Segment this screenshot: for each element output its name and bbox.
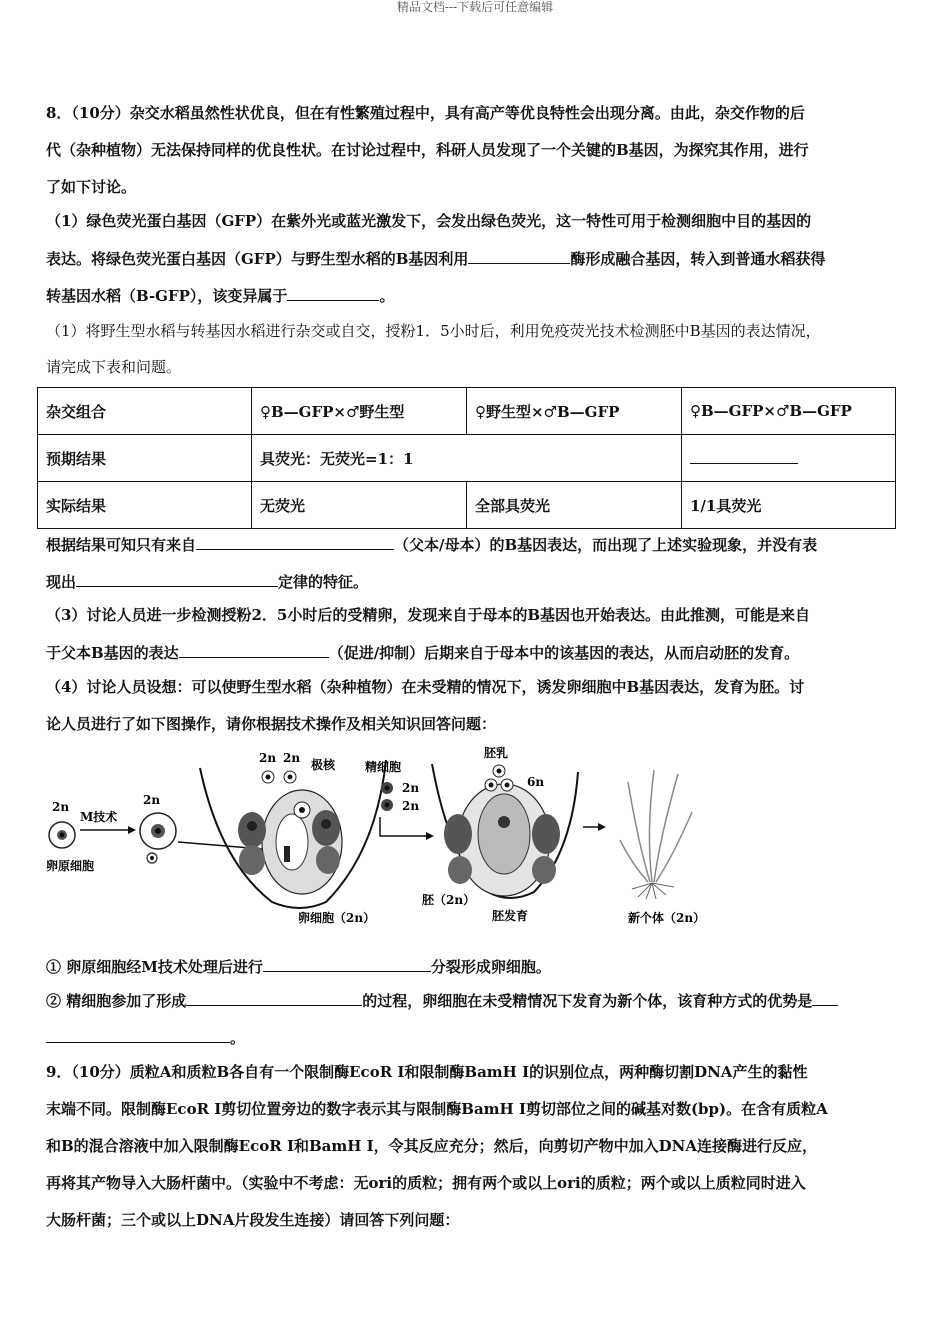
blank-advantage[interactable] — [46, 1027, 230, 1043]
results-table — [37, 387, 896, 529]
q8-sub-2 — [46, 990, 908, 1011]
label-polar-nuclei: 极核 — [311, 758, 336, 772]
q9-line-5: 大肠杆菌；三个或以上DNA片段发生连接）请回答下列问题： — [46, 1211, 460, 1229]
q8-line-2: 代（杂种植物）无法保持同样的优良性状。在讨论过程中，科研人员发现了一个关键的B基因，为探究其作用，进行 — [46, 141, 809, 159]
q8-line-9-b: （父本/母本）的B基因表达，而出现了上述实验现象，并没有表 — [394, 536, 818, 554]
label-egg-cell: 卵细胞（2n） — [298, 911, 376, 925]
blank-promote[interactable] — [179, 642, 329, 658]
table-cell: 无荧光 — [252, 482, 467, 529]
label-endosperm: 胚乳 — [484, 746, 509, 760]
q8-sub-1-b: 分裂形成卵细胞。 — [430, 958, 551, 976]
label-sperm: 精细胞 — [365, 760, 402, 774]
q8-line-14: 论人员进行了如下图操作，请你根据技术操作及相关知识回答问题： — [46, 715, 497, 733]
label-oogonium: 卵原细胞 — [46, 859, 95, 873]
arrow-sperm — [380, 817, 428, 836]
rice-apomixis-diagram — [40, 742, 730, 938]
q8-line-5-a: 表达。将绿色荧光蛋白基因（GFP）与野生型水稻的B基因利用 — [46, 250, 469, 268]
rice-seedling-icon — [620, 770, 692, 899]
label-2n: 2n — [52, 800, 70, 814]
q8-line-11: （3）讨论人员进一步检测授粉2．5小时后的受精卵，发现来自于母本的B基因也开始表达。由此推测，可能是来自 — [46, 606, 810, 624]
table-row — [38, 435, 896, 482]
q8-line-12 — [46, 642, 908, 663]
blank-expected[interactable] — [690, 448, 798, 464]
label-2n: 2n — [259, 751, 277, 765]
q9-line-1: 9．（10分）质粒A和质粒B各自有一个限制酶EcoR I和限制酶BamH I的识别位点，两种酶切割DNA产生的黏性 — [46, 1063, 808, 1081]
q8-sub-2-a: ② 精细胞参加了形成 — [46, 992, 187, 1010]
q8-line-4: （1）绿色荧光蛋白基因（GFP）在紫外光或蓝光激发下，会发出绿色荧光，这一特性可用于检测细胞中目的基因的 — [46, 212, 812, 230]
q8-line-9-a: 根据结果可知只有来自 — [46, 536, 197, 554]
label-2n: 2n — [402, 781, 420, 795]
q8-sub-2-b: 的过程，卵细胞在未受精情况下发育为新个体，该育种方式的优势是 — [362, 992, 813, 1010]
page-header: 精品文档---下载后可任意编辑 — [396, 0, 554, 14]
blank-parent[interactable] — [196, 534, 394, 550]
sperm-cells-icon — [381, 782, 393, 811]
label-m-tech: M技术 — [80, 810, 118, 824]
table-cell: 杂交组合 — [38, 388, 252, 435]
q8-line-10 — [46, 571, 908, 592]
blank-division[interactable] — [263, 956, 431, 972]
divided-cell-icon — [140, 813, 176, 863]
q8-line-8: 请完成下表和问题。 — [46, 358, 182, 376]
q8-sub-3-b: 。 — [230, 1029, 246, 1047]
table-cell: 实际结果 — [38, 482, 252, 529]
q8-line-3: 了如下讨论。 — [46, 178, 137, 196]
q8-line-6 — [46, 285, 908, 306]
q8-line-12-b: （促进/抑制）后期来自于母本中的该基因的表达，从而启动胚的发育。 — [328, 644, 800, 662]
label-embryo-development: 胚发育 — [492, 909, 529, 923]
polar-nuclei-icon — [262, 771, 296, 783]
table-cell-blank[interactable] — [682, 435, 896, 482]
q9-line-3: 和B的混合溶液中加入限制酶EcoR I和BamH I，令其反应充分；然后，向剪切产物中加入DNA连接酶进行反应， — [46, 1137, 817, 1155]
q8-line-12-a: 于父本B基因的表达 — [46, 644, 179, 662]
blank-enzyme[interactable] — [468, 248, 570, 264]
q8-line-5-b: 酶形成融合基因，转入到普通水稻获得 — [570, 250, 826, 268]
q8-line-6-b: 。 — [379, 287, 395, 305]
q8-sub-1-a: ① 卵原细胞经M技术处理后进行 — [46, 958, 263, 976]
q8-line-1: 8．（10分）杂交水稻虽然性状优良，但在有性繁殖过程中，具有高产等优良特性会出现分离。由此，杂交作物的后 — [46, 104, 805, 122]
label-2n: 2n — [143, 793, 161, 807]
label-6n: 6n — [527, 775, 545, 789]
blank-variation[interactable] — [287, 285, 379, 301]
q8-sub-1 — [46, 956, 908, 977]
q8-sub-3 — [46, 1027, 908, 1048]
label-2n: 2n — [283, 751, 301, 765]
table-cell: 1/1具荧光 — [682, 482, 896, 529]
blank-formation[interactable] — [186, 990, 362, 1006]
oogonium-cell-icon — [49, 822, 75, 848]
table-cell: ♀B—GFP×♂野生型 — [252, 388, 467, 435]
q8-line-9 — [46, 534, 908, 555]
q9-line-2: 末端不同。限制酶EcoR I剪切位置旁边的数字表示其与限制酶BamH I剪切部位之间的碱基对数(bp)。在含有质粒A — [46, 1100, 828, 1118]
q8-line-10-b: 定律的特征。 — [278, 573, 369, 591]
table-cell: 全部具荧光 — [467, 482, 682, 529]
table-row — [38, 388, 896, 435]
q9-line-4: 再将其产物导入大肠杆菌中。（实验中不考虑：无ori的质粒；拥有两个或以上ori的质粒；两个或以上质粒同时进入 — [46, 1174, 806, 1192]
blank-advantage-start[interactable] — [812, 990, 838, 1006]
table-row — [38, 482, 896, 529]
table-cell: ♀B—GFP×♂B—GFP — [682, 388, 896, 435]
label-new-individual: 新个体（2n） — [628, 911, 706, 925]
q8-line-10-a: 现出 — [46, 573, 77, 591]
table-cell: ♀野生型×♂B—GFP — [467, 388, 682, 435]
q8-line-5 — [46, 248, 908, 269]
label-embryo: 胚（2n） — [422, 893, 476, 907]
table-cell: 具荧光：无荧光=1：1 — [252, 435, 682, 482]
q8-line-7: （1）将野生型水稻与转基因水稻进行杂交或自交，授粉1．5小时后，利用免疫荧光技术检测胚中B基因的表达情况， — [46, 322, 821, 340]
label-2n: 2n — [402, 799, 420, 813]
q8-line-6-a: 转基因水稻（B-GFP），该变异属于 — [46, 287, 288, 305]
q8-line-13: （4）讨论人员设想：可以使野生型水稻（杂种植物）在未受精的情况下，诱发卵细胞中B基因表达，发育为胚。讨 — [46, 678, 805, 696]
table-cell: 预期结果 — [38, 435, 252, 482]
blank-law[interactable] — [76, 571, 278, 587]
